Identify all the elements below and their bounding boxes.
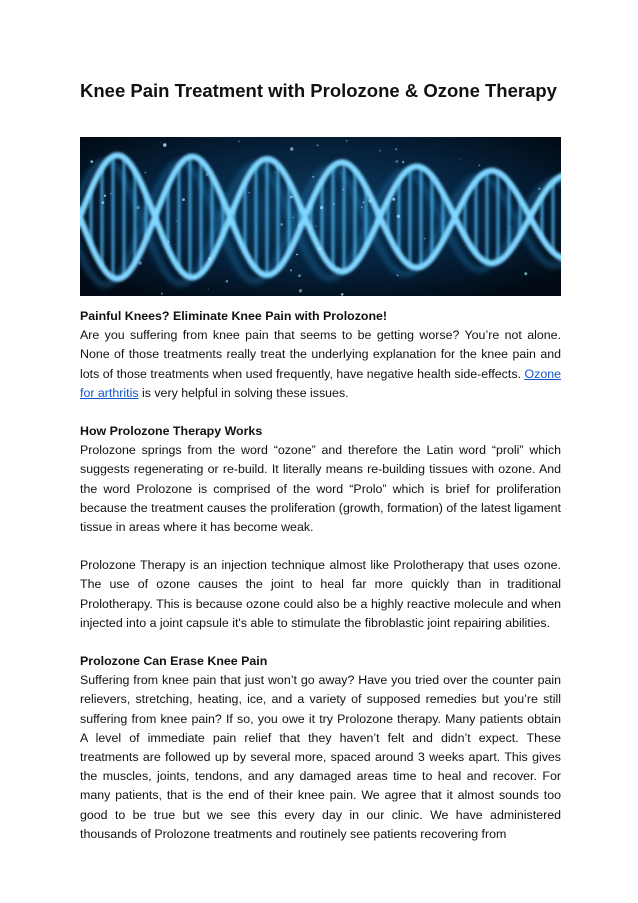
- sparkle: [226, 280, 229, 283]
- sparkle: [163, 143, 166, 146]
- sparkle: [337, 268, 340, 271]
- sparkle: [280, 223, 283, 226]
- sparkle: [169, 185, 170, 186]
- sparkle: [369, 199, 372, 202]
- sparkle: [298, 274, 301, 277]
- page-title: Knee Pain Treatment with Prolozone & Ozone Therapy: [80, 80, 557, 101]
- sparkle: [194, 277, 196, 279]
- sparkle: [298, 223, 301, 226]
- sparkle: [315, 226, 316, 227]
- sparkle: [175, 220, 177, 222]
- paragraph-intro: [80, 326, 561, 403]
- section-heading-erase-knee-pain: Prolozone Can Erase Knee Pain: [80, 654, 268, 669]
- sparkle: [206, 173, 209, 176]
- sparkle: [208, 257, 211, 260]
- sparkle: [402, 161, 404, 163]
- sparkle: [161, 142, 162, 143]
- sparkle: [312, 176, 314, 178]
- sparkle: [379, 150, 381, 152]
- paragraph-intro-text: Are you suffering from knee pain that seems to be getting worse? You’re not alone. None of those treatments really treat the underlying explanation for the knee pain and lots of those treatments when used frequently, have negative health side-effects.: [80, 328, 561, 381]
- sparkle: [395, 148, 397, 150]
- paragraph-how-2: Prolozone Therapy is an injection technique almost like Prolotherapy that uses ozone. The use of ozone causes the joint to heal far more quickly than in traditional Prolotherapy. This is because ozone could also be a highly reactive molecule and when injected into a joint capsule it's able to stimulate the fibroblastic joint repairing abilities.: [80, 558, 561, 630]
- sparkle: [290, 196, 292, 198]
- sparkle: [524, 272, 527, 275]
- paragraph-erase-1: Suffering from knee pain that just won’t go away? Have you tried over the counter pain relievers, stretching, heating, ice, and a variety of supposed remedies but you’re still suffering from knee pain? If so, you owe it try Prolozone therapy. Many patients obtain A level of immediate pain relief that they haven’t felt and didn’t expect. These treatments are followed up by several more, spaced around 3 weeks apart. This gives the muscles, joints, tendons, and any damaged areas time to heal and recover. For many patients, that is the end of their knee pain. We agree that it almost sounds too good to be true but we see this every day in our clinic. We have administered thousands of Prolozone treatments and routinely see patients recovering from: [80, 673, 561, 841]
- sparkle: [538, 188, 540, 190]
- sparkle: [396, 160, 399, 163]
- sparkle: [161, 293, 163, 295]
- sparkle: [333, 203, 334, 204]
- sparkle: [274, 172, 276, 174]
- dna-helix-graphic: [80, 137, 561, 296]
- sparkle: [299, 289, 302, 292]
- sparkle: [346, 140, 348, 142]
- sparkle: [293, 217, 294, 218]
- sparkle: [317, 144, 319, 146]
- section-heading-how-it-works: How Prolozone Therapy Works: [80, 424, 263, 439]
- sparkle: [102, 201, 105, 204]
- sparkle: [309, 202, 310, 203]
- sparkle: [318, 247, 321, 250]
- sparkle: [541, 218, 542, 219]
- sparkle: [139, 261, 142, 264]
- sparkle: [90, 160, 93, 163]
- sparkle: [478, 165, 480, 167]
- sparkle: [168, 241, 170, 243]
- paragraph-how-1: Prolozone springs from the word “ozone” and therefore the Latin word “proli” which suggests regenerating or re-build. It literally means re-building tissues with ozone. And the word Prolozone is comprised of the word “Prolo” which is brief for proliferation because the treatment causes the proliferation (growth, formation) of the latest ligament tissue in areas where it has become weak.: [80, 443, 561, 535]
- sparkle: [110, 193, 112, 195]
- sparkle: [208, 289, 209, 290]
- sparkle: [363, 201, 365, 203]
- sparkle: [397, 275, 399, 277]
- sparkle: [510, 227, 511, 228]
- sparkle: [238, 141, 239, 142]
- sparkle: [424, 238, 426, 240]
- sparkle: [249, 192, 250, 193]
- sparkle: [296, 254, 298, 256]
- ozone-for-arthritis-link[interactable]: Ozone for arthritis: [80, 366, 561, 400]
- article-body: [80, 307, 561, 844]
- sparkle: [342, 189, 343, 190]
- sparkle: [392, 198, 395, 201]
- sparkle: [144, 172, 146, 174]
- paragraph-intro-after: is very helpful in solving these issues.: [138, 385, 349, 400]
- sparkle: [290, 269, 292, 271]
- section-heading-painful-knees: Painful Knees? Eliminate Knee Pain with Prolozone!: [80, 309, 388, 323]
- sparkle: [136, 206, 139, 209]
- dna-helix-image: [80, 137, 561, 296]
- sparkle: [397, 215, 400, 218]
- sparkle: [104, 195, 106, 197]
- sparkle: [361, 207, 362, 208]
- sparkle: [117, 277, 118, 278]
- sparkle: [460, 158, 461, 159]
- sparkle: [182, 198, 185, 201]
- sparkle: [341, 293, 344, 296]
- sparkle: [290, 147, 294, 151]
- sparkle: [320, 206, 323, 209]
